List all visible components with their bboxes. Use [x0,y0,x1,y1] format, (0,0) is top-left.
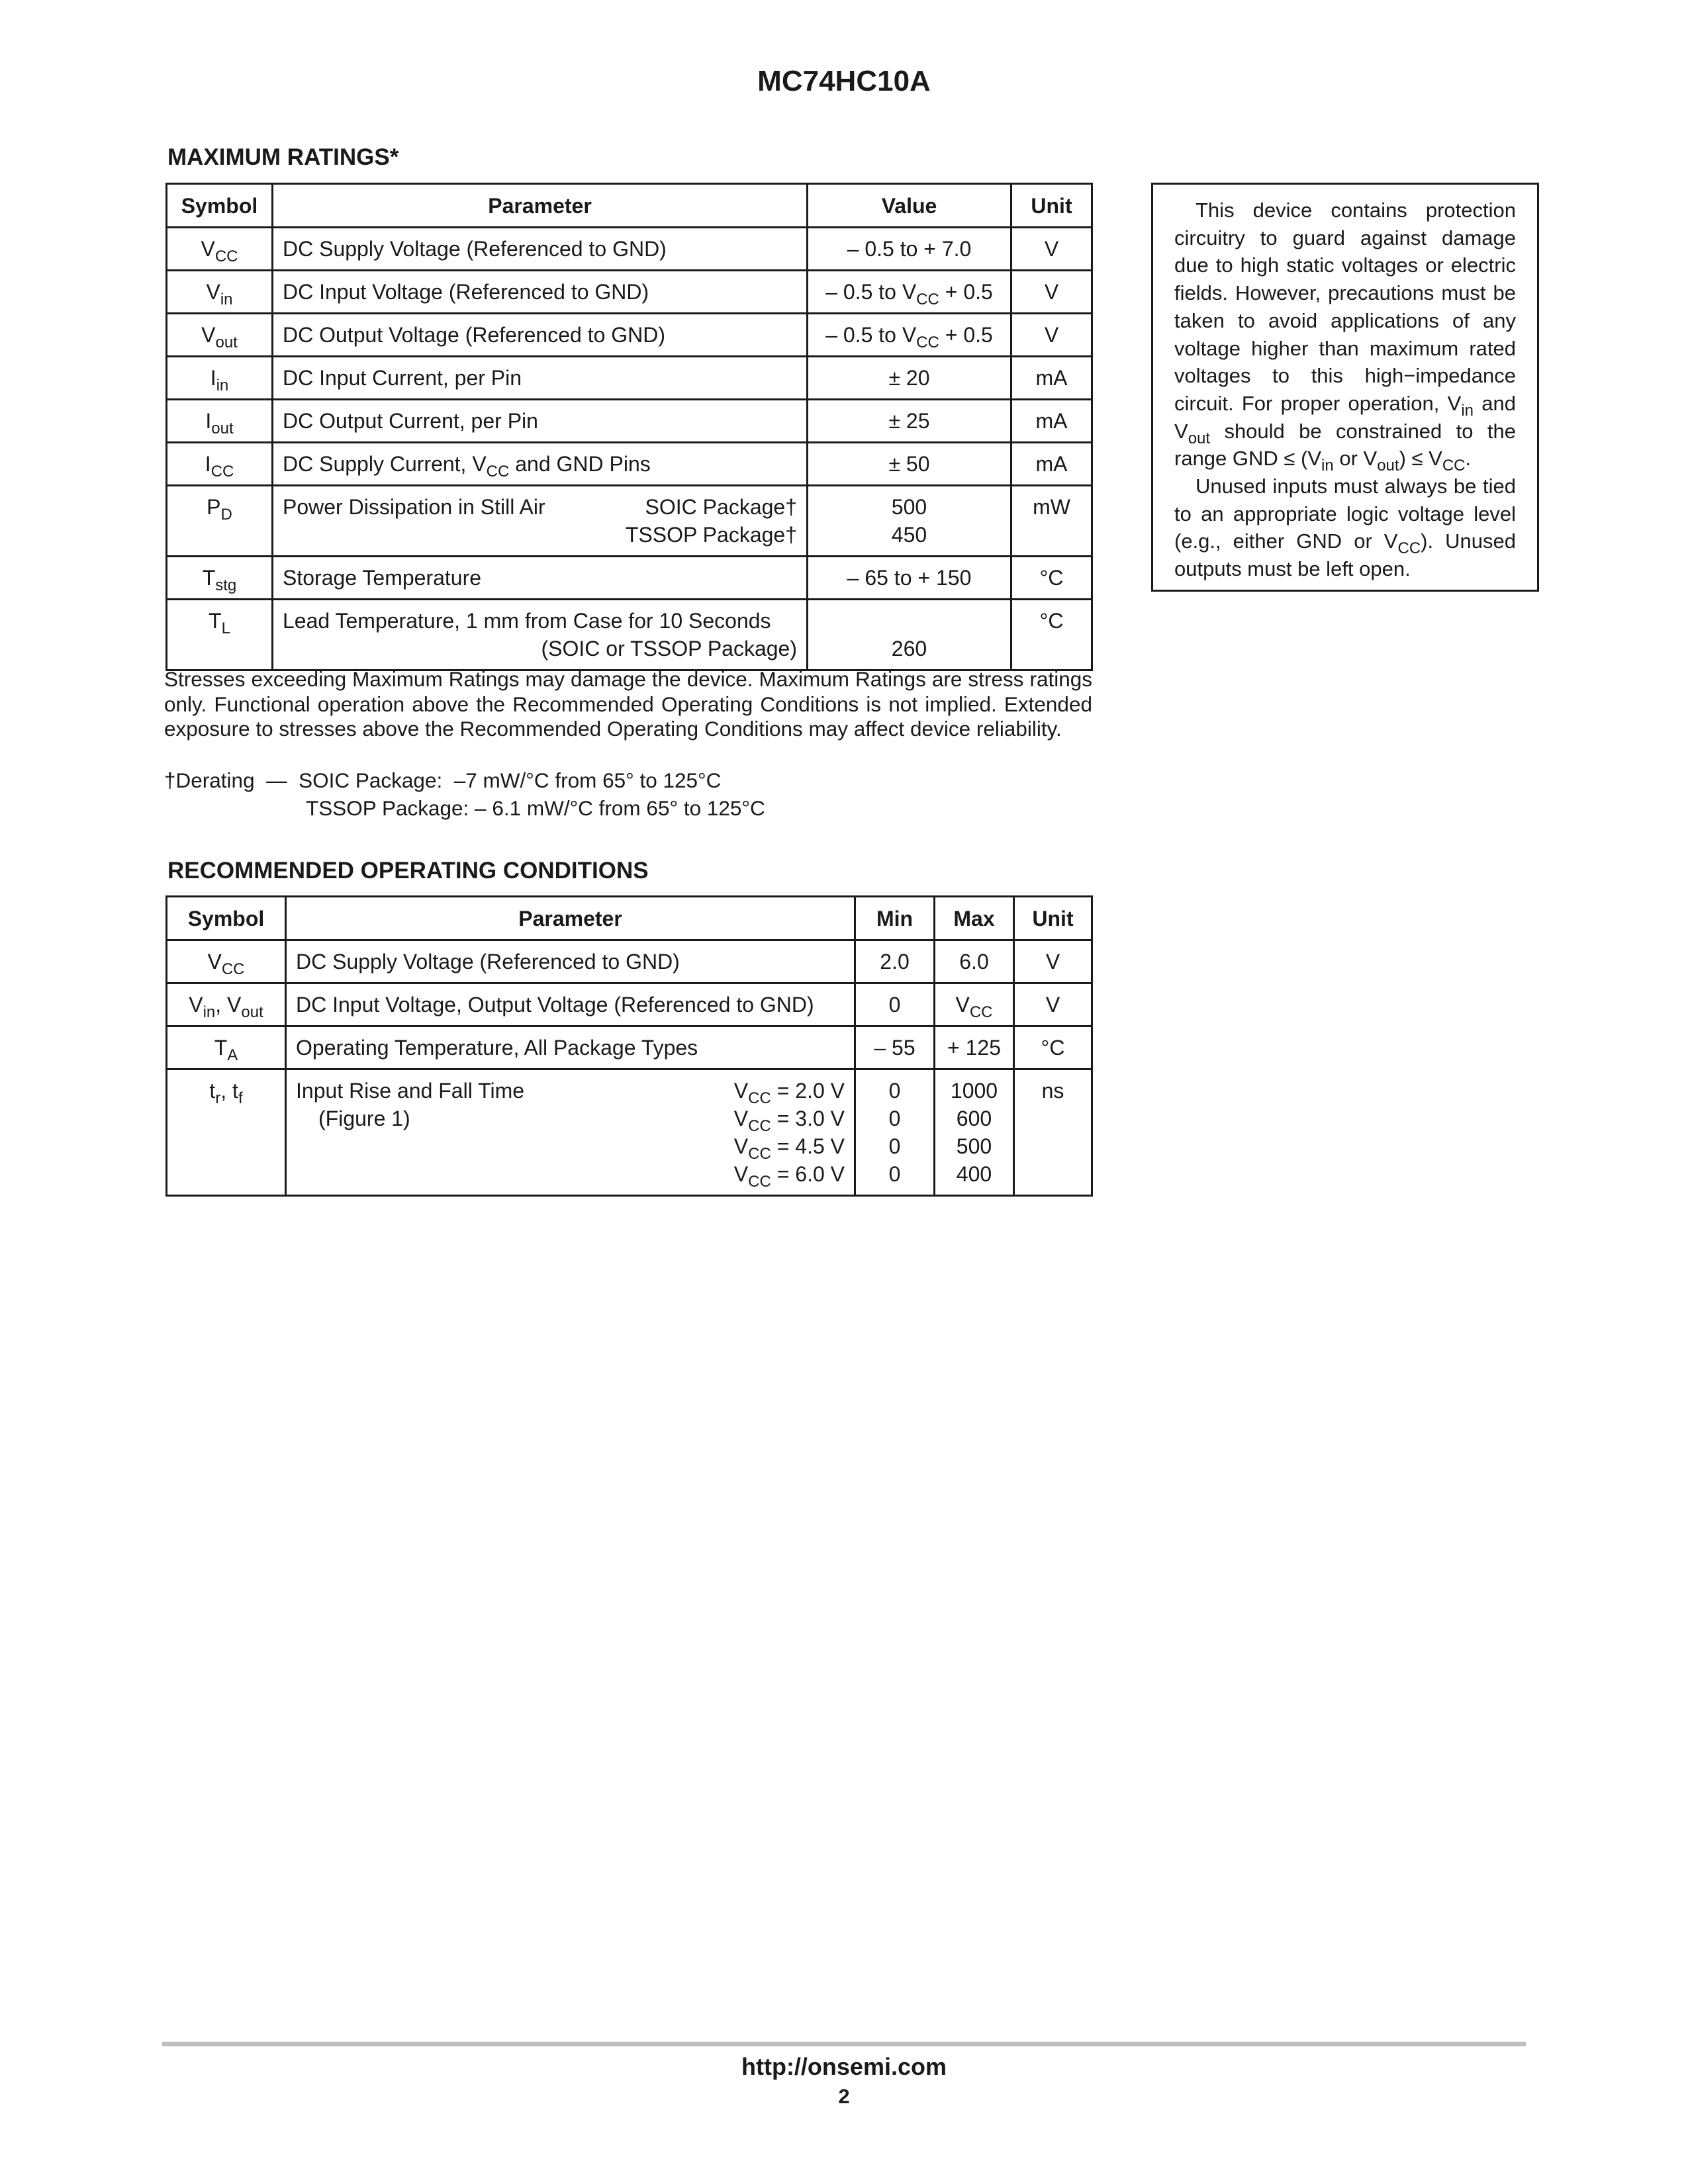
esd-protection-note-box [1151,183,1539,592]
table-row [167,940,1092,983]
table-row [167,400,1092,443]
value-cell: ± 50 [808,443,1011,486]
parameter-cell: DC Output Current, per Pin [273,400,808,443]
table-row [167,1026,1092,1069]
unit-cell: V [1014,940,1092,983]
unit-cell: V [1014,983,1092,1026]
symbol-cell: $I_{out}$ [167,400,273,443]
symbol-cell: $I_{CC}$ [167,443,273,486]
parameter-cell: DC Supply Current, $V_{CC}$ and GND Pins [273,443,808,486]
derating-note: †Derating — SOIC Package: –7 mW/°C from 65° to 125°C TSSOP Package: – 6.1 mW/°C from 65° to 125°C [164,768,765,820]
unit-cell: mW [1011,486,1092,557]
unused-io-paragraph: Unused inputs must always be tied to an appropriate logic voltage level (e.g., either GND or $V_{CC}$). Unused outputs must be left open. [1174,475,1516,581]
symbol-cell: $t_r$, $t_f$ [167,1069,286,1196]
symbol-cell: $V_{in}$, $V_{out}$ [167,983,286,1026]
table-header-row [167,897,1092,940]
recommended-operating-conditions-table [165,895,1093,1197]
unit-cell: ns [1014,1069,1092,1196]
unit-cell: V [1011,228,1092,271]
min-cell: 0 0 0 0 [855,1069,935,1196]
column-header: Symbol [167,897,286,940]
document-title: MC74HC10A [757,65,931,97]
symbol-cell: $I_{in}$ [167,357,273,400]
table-row [167,557,1092,600]
column-header: Parameter [273,184,808,228]
parameter-cell: Lead Temperature, 1 mm from Case for 10 Seconds (SOIC or TSSOP Package) [273,600,808,670]
table-row [167,314,1092,357]
table-header-row [167,184,1092,228]
value-cell: 500 450 [808,486,1011,557]
symbol-cell: $V_{in}$ [167,271,273,314]
min-cell: 2.0 [855,940,935,983]
unit-cell: V [1011,314,1092,357]
value-cell: – 0.5 to + 7.0 [808,228,1011,271]
unit-cell: °C [1011,600,1092,670]
column-header: Max [935,897,1014,940]
footer-divider [162,2042,1526,2046]
parameter-cell: Storage Temperature [273,557,808,600]
symbol-cell: $P_D$ [167,486,273,557]
footer-url-link[interactable]: http://onsemi.com [741,2053,947,2080]
maximum-ratings-note: Stresses exceeding Maximum Ratings may damage the device. Maximum Ratings are stress ratings only. Functional operation above the Recommended Operating Conditions is not implied. Extended exposure to stresses above the Recommended Operating Conditions may affect device reliability. [164,667,1092,741]
min-cell: 0 [855,983,935,1026]
column-header: Value [808,184,1011,228]
table-row [167,600,1092,670]
symbol-cell: $T_L$ [167,600,273,670]
page-number: 2 [838,2085,850,2108]
recommended-operating-conditions-heading: RECOMMENDED OPERATING CONDITIONS [167,858,649,884]
parameter-cell: DC Input Voltage, Output Voltage (Referenced to GND) [286,983,855,1026]
unit-cell: °C [1011,557,1092,600]
protection-paragraph: This device contains protection circuitry to guard against damage due to high static voltages or electric fields. However, precautions must be taken to avoid applications of any voltage higher than maximum rated voltages to this high−impedance circuit. For proper operation, $V_{in}$ and $V_{out}$ should be constrained to the range GND ≤ ($V_{in}$ or $V_{out}) \le V_{CC}$. [1174,199,1516,475]
symbol-cell: $V_{CC}$ [167,940,286,983]
table-row [167,1069,1092,1196]
symbol-cell: $V_{out}$ [167,314,273,357]
value-cell: ± 25 [808,400,1011,443]
min-cell: – 55 [855,1026,935,1069]
column-header: Unit [1014,897,1092,940]
table-row [167,983,1092,1026]
unit-cell: mA [1011,443,1092,486]
symbol-cell: $V_{CC}$ [167,228,273,271]
table-row [167,228,1092,271]
column-header: Unit [1011,184,1092,228]
column-header: Parameter [286,897,855,940]
parameter-cell: DC Input Current, per Pin [273,357,808,400]
max-cell: + 125 [935,1026,1014,1069]
parameter-cell: DC Input Voltage (Referenced to GND) [273,271,808,314]
unit-cell: mA [1011,400,1092,443]
value-cell: – 65 to + 150 [808,557,1011,600]
table-row [167,486,1092,557]
unit-cell: mA [1011,357,1092,400]
parameter-cell: Input Rise and Fall Time $V_{CC} = 2.0$ V (Figure 1) $V_{CC} = 3.0$ V $V_{CC} = 4.5$ V $V_{CC} = 6.0$ V [286,1069,855,1196]
symbol-cell: $T_A$ [167,1026,286,1069]
parameter-cell: Operating Temperature, All Package Types [286,1026,855,1069]
parameter-cell: DC Supply Voltage (Referenced to GND) [286,940,855,983]
maximum-ratings-heading: MAXIMUM RATINGS* [167,144,399,170]
column-header: Min [855,897,935,940]
value-cell: – 0.5 to $V_{CC} + 0.5$ [808,314,1011,357]
unit-cell: V [1011,271,1092,314]
column-header: Symbol [167,184,273,228]
maximum-ratings-table [165,183,1093,671]
table-row [167,271,1092,314]
table-row [167,357,1092,400]
value-cell: – 0.5 to $V_{CC} + 0.5$ [808,271,1011,314]
parameter-cell: DC Output Voltage (Referenced to GND) [273,314,808,357]
table-row [167,443,1092,486]
unit-cell: °C [1014,1026,1092,1069]
max-cell: 1000 600 500 400 [935,1069,1014,1196]
parameter-cell: DC Supply Voltage (Referenced to GND) [273,228,808,271]
max-cell: $V_{CC}$ [935,983,1014,1026]
value-cell: ± 20 [808,357,1011,400]
value-cell: 260 [808,600,1011,670]
max-cell: 6.0 [935,940,1014,983]
parameter-cell: Power Dissipation in Still Air SOIC Package† TSSOP Package† [273,486,808,557]
symbol-cell: $T_{stg}$ [167,557,273,600]
